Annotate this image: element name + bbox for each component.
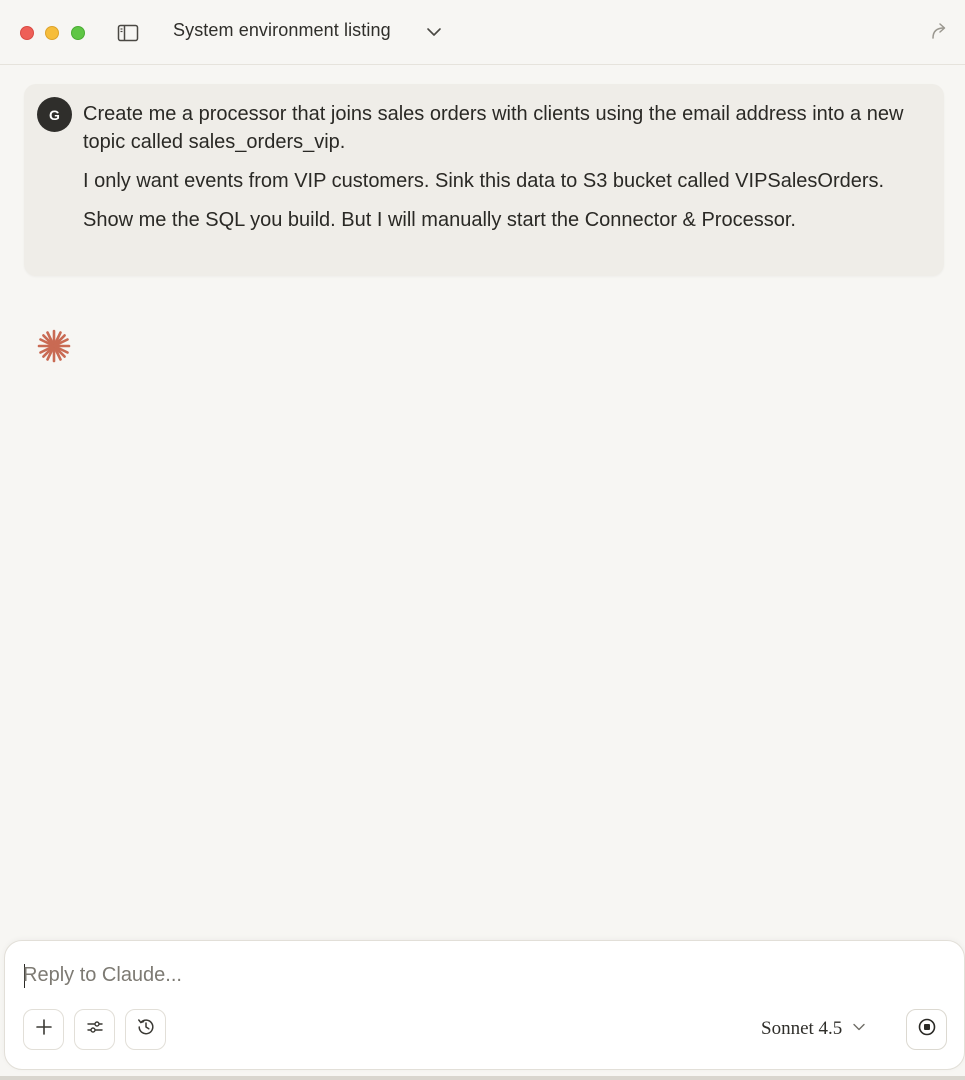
- clock-history-icon: [136, 1017, 156, 1042]
- window-minimize-button[interactable]: [45, 26, 59, 40]
- window-maximize-button[interactable]: [71, 26, 85, 40]
- model-selector[interactable]: [761, 1017, 866, 1041]
- title-bar: [0, 0, 965, 65]
- conversation-title[interactable]: System environment listing: [173, 20, 391, 40]
- user-message: [24, 84, 944, 276]
- plus-icon: [35, 1018, 53, 1041]
- user-message-body: [83, 100, 923, 245]
- reply-composer: [4, 940, 965, 1070]
- user-avatar: G: [37, 97, 72, 132]
- sliders-icon: [86, 1018, 104, 1041]
- reply-input[interactable]: [23, 959, 923, 991]
- window-bottom-edge: [0, 1076, 965, 1080]
- stop-button[interactable]: [906, 1009, 947, 1050]
- stop-icon: [917, 1017, 937, 1042]
- history-button[interactable]: [125, 1009, 166, 1050]
- sidebar-icon[interactable]: [117, 23, 139, 43]
- model-label: Sonnet 4.5: [761, 1018, 843, 1039]
- spark-icon: [36, 328, 72, 364]
- message-paragraph: Create me a processor that joins sales orders with clients using the email address into a new topic called sales_orders_vip.: [83, 103, 904, 153]
- tools-button[interactable]: [74, 1009, 115, 1050]
- window-close-button[interactable]: [20, 26, 34, 40]
- share-arrow-icon[interactable]: [929, 20, 951, 42]
- chevron-down-icon: [852, 1020, 866, 1039]
- message-paragraph: Show me the SQL you build. But I will manually start the Connector & Processor.: [83, 209, 796, 231]
- add-attachment-button[interactable]: [23, 1009, 64, 1050]
- chevron-down-icon[interactable]: [426, 24, 442, 40]
- message-paragraph: I only want events from VIP customers. Sink this data to S3 bucket called VIPSalesOrders.: [83, 170, 885, 192]
